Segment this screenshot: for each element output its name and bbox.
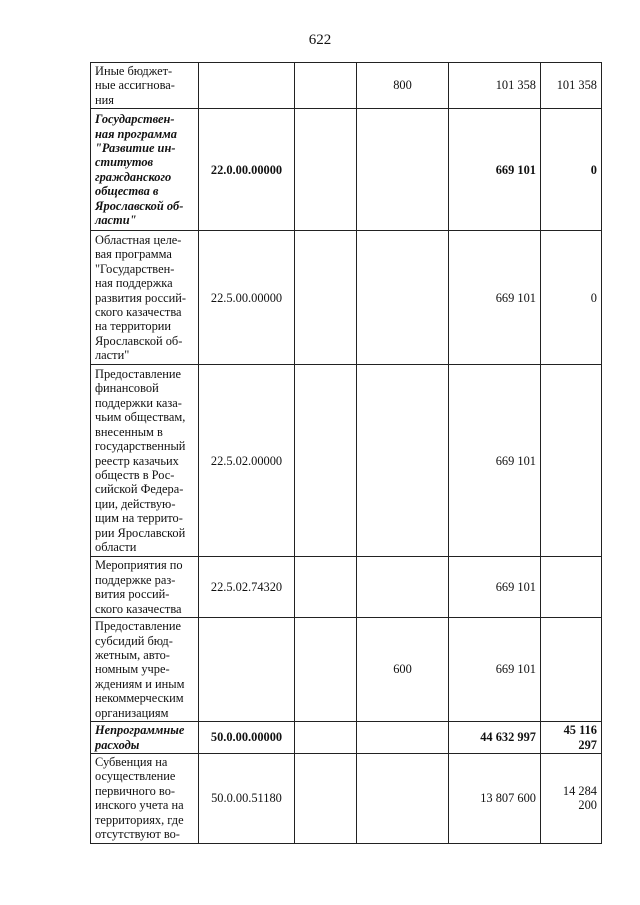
row-sum-year1: 669 101 xyxy=(449,557,541,618)
row-expense-type xyxy=(357,557,449,618)
row-sum-year1: 44 632 997 xyxy=(449,722,541,754)
page-number: 622 xyxy=(308,32,332,48)
row-sum-year2 xyxy=(541,365,602,557)
row-target-code: 50.0.00.00000 xyxy=(199,722,295,754)
empty-cell xyxy=(295,109,357,231)
row-name: Государствен- ная программа "Развитие ин- ститутов гражданского общества в Ярославской об- ласти" xyxy=(91,109,199,231)
row-name: Иные бюджет- ные ассигнова- ния xyxy=(91,63,199,109)
row-sum-year1: 13 807 600 xyxy=(449,754,541,843)
row-expense-type xyxy=(357,109,449,231)
row-sum-year2: 14 284 200 xyxy=(541,754,602,843)
row-target-code: 22.0.00.00000 xyxy=(199,109,295,231)
table-row xyxy=(91,231,602,365)
empty-cell xyxy=(295,231,357,365)
row-expense-type xyxy=(357,754,449,843)
table-row xyxy=(91,754,602,843)
empty-cell xyxy=(295,63,357,109)
row-target-code: 22.5.02.00000 xyxy=(199,365,295,557)
row-name: Мероприятия по поддержке раз- вития россий- ского казачества xyxy=(91,557,199,618)
row-name: Непрограммные расходы xyxy=(91,722,199,754)
table-row xyxy=(91,618,602,722)
table-row xyxy=(91,365,602,557)
row-expense-type xyxy=(357,231,449,365)
row-sum-year1: 101 358 xyxy=(449,63,541,109)
table-row xyxy=(91,722,602,754)
row-sum-year1: 669 101 xyxy=(449,109,541,231)
row-target-code: 22.5.00.00000 xyxy=(199,231,295,365)
row-sum-year2 xyxy=(541,618,602,722)
row-name: Субвенция на осуществление первичного во- инского учета на территориях, где отсутствуют во- xyxy=(91,754,199,843)
row-sum-year2: 101 358 xyxy=(541,63,602,109)
budget-table xyxy=(90,62,602,844)
row-name: Предоставление финансовой поддержки каза- чьим обществам, внесенным в государственный реестр казачьих обществ в Рос- сийской Федера- ции, действую- щим на террито- рии Ярославской области xyxy=(91,365,199,557)
table-row xyxy=(91,63,602,109)
row-sum-year2 xyxy=(541,557,602,618)
empty-cell xyxy=(295,754,357,843)
row-sum-year2: 0 xyxy=(541,109,602,231)
row-expense-type: 800 xyxy=(357,63,449,109)
row-sum-year2: 45 116 297 xyxy=(541,722,602,754)
table-row xyxy=(91,109,602,231)
row-target-code xyxy=(199,63,295,109)
row-sum-year1: 669 101 xyxy=(449,618,541,722)
row-name: Областная целе- вая программа "Государствен- ная поддержка развития россий- ского казачества на территории Ярославской об- ласти" xyxy=(91,231,199,365)
row-name: Предоставление субсидий бюд- жетным, авто- номным учре- ждениям и иным некоммерческим организациям xyxy=(91,618,199,722)
empty-cell xyxy=(295,722,357,754)
row-target-code xyxy=(199,618,295,722)
table-row xyxy=(91,557,602,618)
empty-cell xyxy=(295,618,357,722)
row-expense-type xyxy=(357,722,449,754)
row-sum-year1: 669 101 xyxy=(449,231,541,365)
row-target-code: 22.5.02.74320 xyxy=(199,557,295,618)
row-sum-year1: 669 101 xyxy=(449,365,541,557)
empty-cell xyxy=(295,557,357,618)
row-target-code: 50.0.00.51180 xyxy=(199,754,295,843)
empty-cell xyxy=(295,365,357,557)
row-expense-type: 600 xyxy=(357,618,449,722)
row-expense-type xyxy=(357,365,449,557)
row-sum-year2: 0 xyxy=(541,231,602,365)
